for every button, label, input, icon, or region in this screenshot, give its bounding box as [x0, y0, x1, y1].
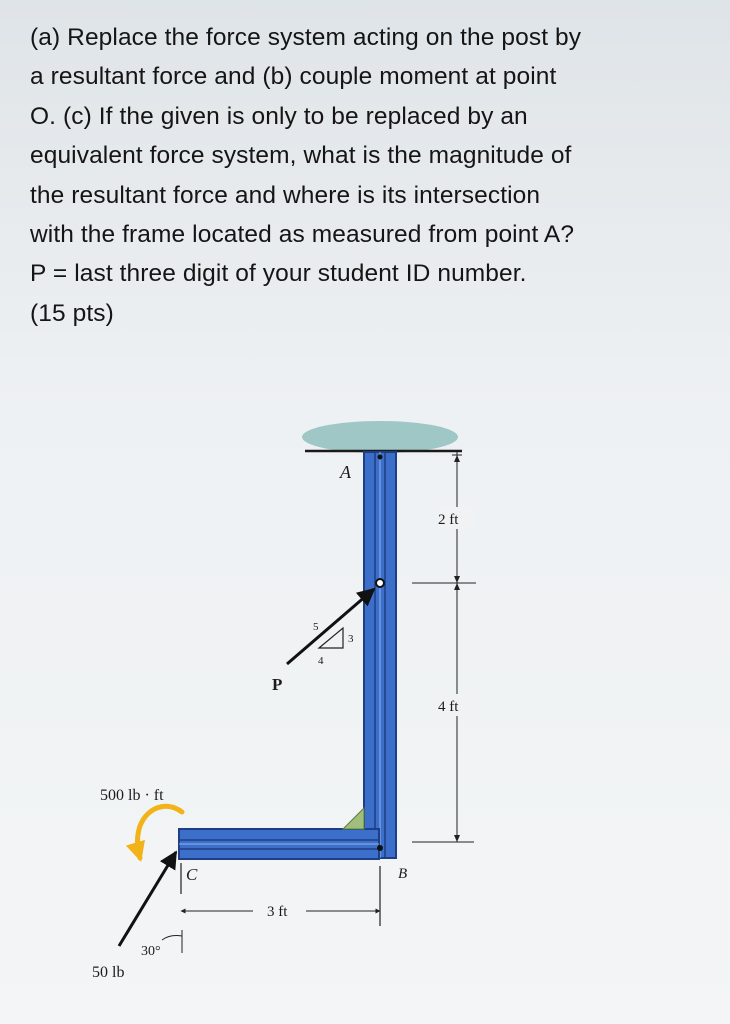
point-O-marker — [376, 579, 384, 587]
label-A: A — [340, 462, 351, 482]
problem-line: a resultant force and (b) couple moment at point — [30, 63, 557, 91]
problem-line: (15 pts) — [30, 299, 114, 327]
horizontal-member — [179, 829, 379, 859]
dimension-horizontal-label: 3 ft — [267, 904, 288, 920]
label-B: B — [398, 866, 408, 882]
force-50lb — [92, 852, 182, 981]
dimension-lower-label: 4 ft — [438, 699, 459, 715]
force-P — [272, 589, 374, 694]
point-B-marker — [377, 845, 383, 851]
label-C: C — [186, 865, 198, 884]
slope-horizontal-label: 4 — [318, 655, 324, 667]
slope-hyp-label: 5 — [313, 621, 319, 633]
point-A-marker — [378, 455, 383, 460]
slope-triangle — [313, 621, 354, 667]
problem-line: with the frame located as measured from point A? — [30, 221, 575, 249]
horizontal-dimension — [181, 866, 380, 926]
force-P-arrow — [287, 589, 374, 664]
dimension-upper-label: 2 ft — [438, 512, 459, 528]
problem-line: O. (c) If the given is only to be replaced by an — [30, 102, 528, 130]
problem-line: the resultant force and where is its intersection — [30, 181, 541, 209]
moment-arrow — [137, 806, 182, 858]
gusset-plate — [343, 808, 364, 829]
slope-vertical-label: 3 — [348, 633, 354, 645]
force-P-label: P — [272, 675, 283, 694]
force-50lb-label: 50 lb — [92, 964, 125, 981]
angle-arc — [162, 936, 182, 941]
vertical-dimensions — [412, 452, 476, 842]
top-support — [302, 421, 462, 453]
support-shading — [302, 421, 458, 453]
vertical-post — [364, 452, 396, 858]
problem-line: (a) Replace the force system acting on the post by — [30, 24, 582, 51]
moment-label: 500 lb · ft — [100, 787, 164, 804]
angle-label: 30° — [141, 944, 161, 959]
couple-moment — [100, 787, 182, 858]
problem-line: equivalent force system, what is the magnitude of — [30, 142, 572, 170]
force-50lb-arrow — [119, 852, 176, 946]
problem-line: P = last three digit of your student ID number. — [30, 260, 527, 288]
